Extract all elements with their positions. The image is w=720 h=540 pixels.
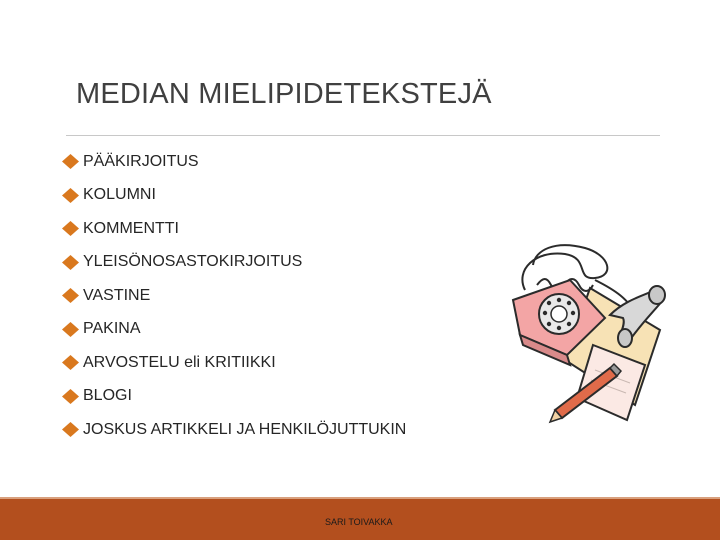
slide-title: MEDIAN MIELIPIDETEKSTEJÄ [76,78,492,110]
list-item [62,279,406,313]
title-divider [66,135,660,136]
list-item [62,212,406,246]
diamond-bullet-icon [62,355,79,370]
list-item [62,179,406,213]
bullet-label: BLOGI [83,387,132,405]
list-item [62,313,406,347]
list-item [62,145,406,179]
diamond-bullet-icon [62,288,79,303]
diamond-bullet-icon [62,389,79,404]
telephone-clipart-icon [495,240,675,440]
diamond-bullet-icon [62,221,79,236]
list-item [62,413,406,447]
bullet-list [62,145,406,447]
diamond-bullet-icon [62,154,79,169]
diamond-bullet-icon [62,188,79,203]
list-item [62,246,406,280]
diamond-bullet-icon [62,422,79,437]
diamond-bullet-icon [62,322,79,337]
diamond-bullet-icon [62,255,79,270]
bullet-label: VASTINE [83,286,151,304]
footer-author: SARI TOIVAKKA [325,517,393,527]
bullet-label: PÄÄKIRJOITUS [83,152,199,170]
bullet-label: ARVOSTELU eli KRITIIKKI [83,353,276,371]
list-item [62,380,406,414]
bullet-label: YLEISÖNOSASTOKIRJOITUS [83,253,303,271]
bullet-label: KOMMENTTI [83,219,179,237]
bullet-label: JOSKUS ARTIKKELI JA HENKILÖJUTTUKIN [83,420,407,438]
list-item [62,346,406,380]
bullet-label: KOLUMNI [83,186,156,204]
bullet-label: PAKINA [83,320,141,338]
